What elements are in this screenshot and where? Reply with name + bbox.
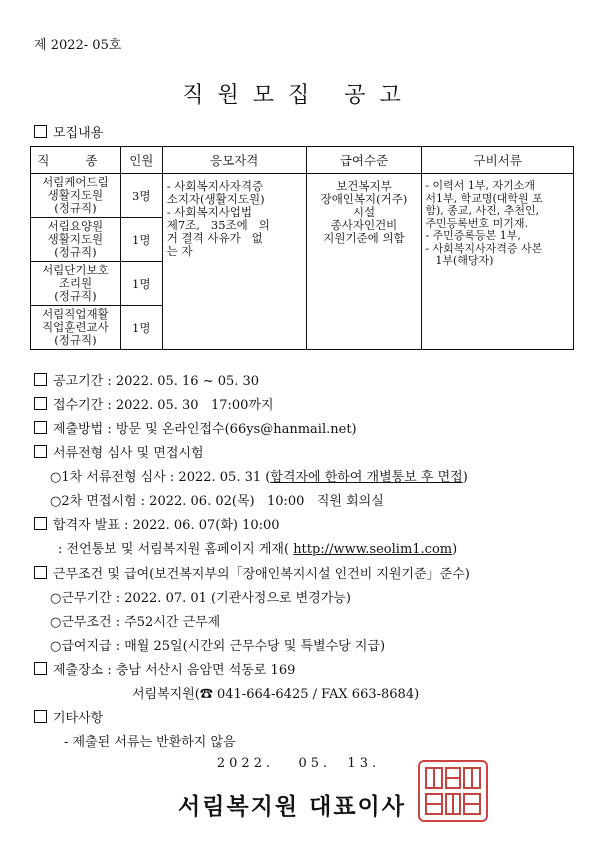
header-job: 직 종	[31, 147, 121, 174]
checkbox-icon	[34, 373, 47, 386]
count-cell: 1명	[120, 262, 162, 306]
announce-heading: 합격자 발표 : 2022. 06. 07(화) 10:00	[34, 514, 280, 533]
pay-schedule: ○급여지급 : 매월 25일(시간외 근무수당 및 특별수당 지급)	[50, 639, 386, 654]
job-cell: 서림케어드림 생활지도원 (정규직)	[31, 174, 121, 218]
checkbox-icon	[34, 445, 47, 458]
screening-round2: ○2차 면접시험 : 2022. 06. 02(목) 10:00 직원 회의실	[50, 494, 384, 509]
submission-method: 제출방법 : 방문 및 온라인접수(66ys@hanmail.net)	[34, 418, 357, 437]
work-period: ○근무기간 : 2022. 07. 01 (기관사정으로 변경가능)	[50, 591, 351, 606]
document-title: 직원모집 공고	[182, 83, 415, 108]
table-header-row	[31, 147, 574, 174]
count-cell: 3명	[120, 174, 162, 218]
checkbox-icon	[34, 710, 47, 723]
seal-icon	[420, 762, 486, 820]
etc-heading: 기타사항	[34, 707, 103, 726]
announce-detail: : 전언통보 및 서림복지원 홈페이지 게재( http://www.seolim1.com)	[58, 542, 458, 557]
official-seal-stamp	[418, 760, 488, 822]
etc-note: - 제출된 서류는 반환하지 않음	[64, 735, 236, 750]
checkbox-icon	[34, 397, 47, 410]
checkbox-icon	[34, 662, 47, 675]
count-cell: 1명	[120, 306, 162, 350]
checkbox-icon	[34, 125, 47, 138]
qualification-cell: - 사회복지사자격증 소지자(생활지도원) - 사회복지사업법 제7조, 35조에 의 거 결격 사유가 없 는 자	[162, 174, 306, 350]
screening-heading: 서류전형 심사 및 면접시험	[34, 442, 204, 461]
receipt-period: 접수기간 : 2022. 05. 30 17:00까지	[34, 394, 274, 413]
header-salary: 급여수준	[306, 147, 422, 174]
header-documents: 구비서류	[422, 147, 574, 174]
organization-signature: 서림복지원 대표이사	[178, 793, 406, 820]
job-cell: 서림단기보호 조리원 (정규직)	[31, 262, 121, 306]
checkbox-icon	[34, 566, 47, 579]
table-row	[31, 174, 574, 218]
job-cell: 서림요양원 생활지도원 (정규직)	[31, 218, 121, 262]
recruit-table	[30, 146, 574, 350]
conditions-heading: 근무조건 및 급여(보건복지부의「장애인복지시설 인건비 지원기준」준수)	[34, 563, 470, 582]
contact-info: 서림복지원(☎ 041-664-6425 / FAX 663-8684)	[132, 687, 420, 702]
header-count: 인원	[120, 147, 162, 174]
job-cell: 서림직업재활 직업훈련교사 (정규직)	[31, 306, 121, 350]
work-hours: ○근무조건 : 주52시간 근무제	[50, 615, 221, 630]
header-qualification: 응모자격	[162, 147, 306, 174]
count-cell: 1명	[120, 218, 162, 262]
documents-cell: - 이력서 1부, 자기소개 서1부, 학교명(대학원 포 함), 종교, 사진, 추천인, 주민등록번호 미기재. - 주민증록등본 1부, - 사회복지사자격증 사본 1부(해당자)	[422, 174, 574, 350]
document-number: 제 2022- 05호	[34, 38, 122, 53]
section-recruit: 모집내용	[34, 122, 103, 141]
checkbox-icon	[34, 421, 47, 434]
checkbox-icon	[34, 517, 47, 530]
issue-date: 2022. 05. 13.	[216, 756, 381, 771]
notice-period: 공고기간 : 2022. 05. 16 ~ 05. 30	[34, 370, 259, 389]
submit-place: 제출장소 : 충남 서산시 음암면 석동로 169	[34, 659, 295, 678]
salary-cell: 보건복지부 장애인복지(거주) 시설 종사자인건비 지원기준에 의함	[306, 174, 422, 350]
screening-round1: ○1차 서류전형 심사 : 2022. 05. 31 (합격자에 한하여 개별통보 후 면접)	[50, 470, 468, 485]
homepage-link[interactable]: http://www.seolim1.com	[293, 542, 453, 557]
